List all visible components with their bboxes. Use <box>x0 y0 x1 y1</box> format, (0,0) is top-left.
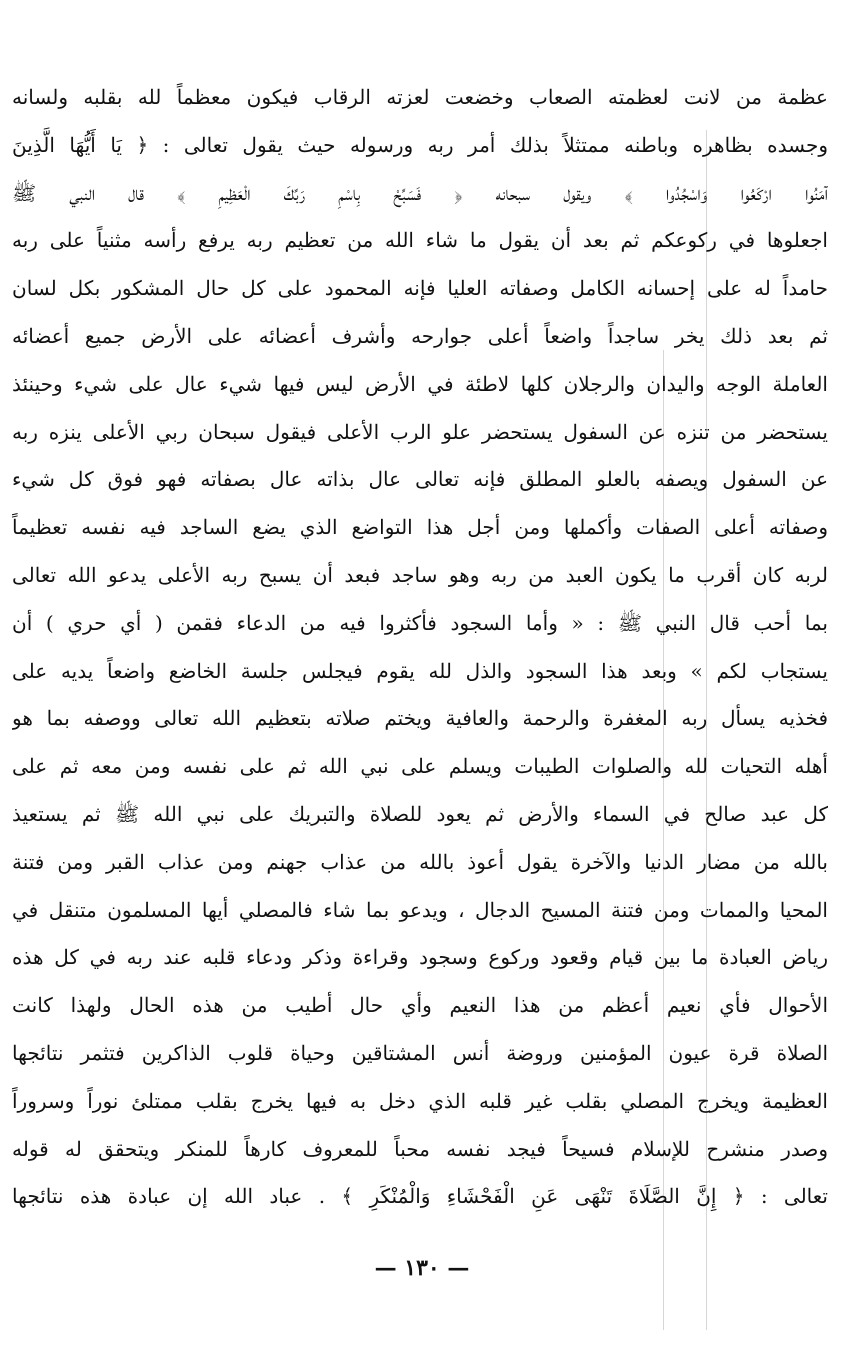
text-line: آمَنُوا ارْكَعُوا وَاسْجُدُوا ﴾ ويقول سبحانه ﴿ فَسَبِّحْ بِاسْمِ رَبِّكَ الْعَظِيمِ ﴾ قال النبي ﷺ <box>12 180 828 205</box>
text-line: يستجاب لكم » وبعد هذا السجود والذل لله يقوم فيجلس جلسة الخاضع واضعاً يديه على <box>12 658 828 683</box>
text-line: عظمة من لانت لعظمته الصعاب وخضعت لعزته الرقاب فيكون معظماً لله بقلبه ولسانه <box>12 85 828 109</box>
text-line: الأحوال فأي نعيم أعظم من هذا النعيم وأي حال أطيب من هذه الحال ولهذا كانت <box>12 993 828 1018</box>
text-line: وصفاته أعلى الصفات وأكملها ومن أجل هذا التواضع الذي يضع الساجد فيه نفسه تعظيماً <box>12 515 828 540</box>
text-line: كل عبد صالح في السماء والأرض ثم يعود للصلاة والتبريك على نبي الله ﷺ ثم يستعيذ <box>12 801 828 826</box>
text-line: عن السفول ويصفه بالعلو المطلق فإنه تعالى عال بذاته عال بصفاته فهو فوق كل شيء <box>12 467 828 492</box>
text-line: حامداً له على إحسانه الكامل وصفاته العليا فإنه المحمود على كل حال المشكور بكل لسان <box>12 276 828 301</box>
text-line: المحيا والممات ومن فتنة المسيح الدجال ، ويدعو بما شاء فالمصلي أيها المسلمون متنقل في <box>12 897 828 922</box>
text-line: يستحضر من تنزه عن السفول يستحضر علو الرب الأعلى فيقول سبحان ربي الأعلى ينزه ربه <box>12 419 828 444</box>
text-line: بما أحب قال النبي ﷺ : « وأما السجود فأكثروا فيه من الدعاء فقمن ( أي حري ) أن <box>12 610 828 635</box>
text-line: وصدر منشرح للإسلام فسيحاً فيجد نفسه محباً للمعروف كارهاً للمنكر ويتحقق له قوله <box>12 1136 828 1161</box>
text-line: اجعلوها في ركوعكم ثم بعد أن يقول ما شاء الله من تعظيم ربه يرفع رأسه مثنياً على ربه <box>12 228 828 253</box>
text-line: لربه كان أقرب ما يكون العبد من ربه وهو ساجد فبعد أن يسبح ربه الأعلى يدعو الله تعالى <box>12 562 828 587</box>
text-line: أهله التحيات لله والصلوات الطيبات ويسلم على نبي الله ثم على نفسه ومن معه ثم على <box>12 754 828 779</box>
text-line: رياض العبادة ما بين قيام وقعود وركوع وسجود وقراءة وذكر ودعاء قلبه عند ربه في كل هذه <box>12 945 828 970</box>
text-line: فخذيه يسأل ربه المغفرة والرحمة والعافية ويختم صلاته بتعظيم الله تعالى ووصفه بما هو <box>12 706 828 731</box>
text-line: الصلاة قرة عيون المؤمنين وروضة أنس المشتاقين وحياة قلوب الذاكرين فتثمر نتائجها <box>12 1040 828 1065</box>
text-line: تعالى : ﴿ إِنَّ الصَّلَاةَ تَنْهَى عَنِ الْفَحْشَاءِ وَالْمُنْكَرِ ﴾ . عباد الله إن عبادة هذه نتائجها <box>12 1184 828 1209</box>
page-number: — ١٣٠ — <box>374 1255 470 1281</box>
text-line: ثم بعد ذلك يخر ساجداً واضعاً أعلى جوارحه وأشرف أعضائه على الأرض جميع أعضائه <box>12 323 828 348</box>
text-line: العظيمة ويخرج المصلي بقلب غير قلبه الذي دخل به فيها يخرج بقلب ممتلئ نوراً وسروراً <box>12 1088 828 1113</box>
text-line: بالله من مضار الدنيا والآخرة يقول أعوذ بالله من عذاب جهنم ومن عذاب القبر ومن فتنة <box>12 849 828 874</box>
body-text <box>12 74 828 1221</box>
text-line: وجسده بظاهره وباطنه ممتثلاً بذلك أمر ربه ورسوله حيث يقول تعالى : ﴿ يَا أَيُّهَا الَّذِينَ <box>12 132 828 157</box>
text-line: العاملة الوجه واليدان والرجلان كلها لاطئة في الأرض ليس فيها شيء عال على شيء وحينئذ <box>12 371 828 396</box>
